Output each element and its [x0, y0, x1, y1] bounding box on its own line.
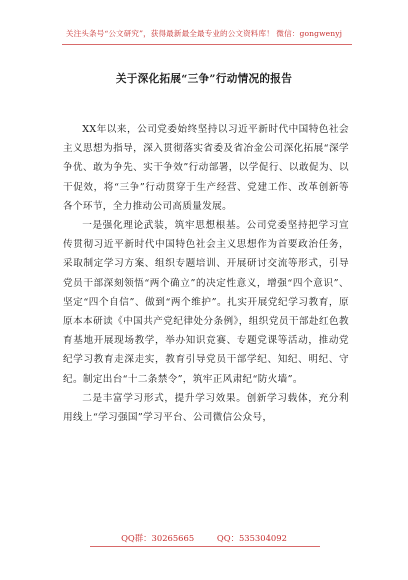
- paragraph-point-two: 二是丰富学习形式，提升学习效果。创新学习载体，充分利用线上“学习强国”学习平台、公司微信公众号，: [63, 392, 349, 424]
- header-divider: [62, 44, 352, 45]
- footer-divider: [90, 546, 320, 547]
- document-title: 关于深化拓展“三争”行动情况的报告: [115, 73, 293, 85]
- footer-qq-group: QQ群：30265665: [121, 533, 195, 543]
- page-header-notice: 关注头条号“公文研究”，获得最新最全最专业的公文资料库！ 微信：gongwenyj: [65, 29, 343, 38]
- document-body: [63, 120, 349, 427]
- footer-qq-contact: QQ：535304092: [216, 533, 287, 543]
- paragraph-point-one: 一是强化理论武装，筑牢思想根基。公司党委坚持把学习宣传贯彻习近平新时代中国特色社会主义思想作为首要政治任务，采取制定学习方案、组织专题培训、开展研讨交流等形式，引导党员干部深刻领悟“两个确立”的决定性意义，增强“四个意识”、坚定“四个自信”、做到“两个维护”。扎实开展党纪学习教育，原原本本研读《中国共产党纪律处分条例》，组织党员干部赴红色教育基地开展现场教学，举办知识竞赛、专题党课等活动，推动党纪学习教育走深走实，教育引导党员干部学纪、知纪、明纪、守纪。制定出台“十二条禁令”，筑牢正风肃纪“防火墙”。: [63, 220, 349, 385]
- paragraph-intro: XX年以来，公司党委始终坚持以习近平新时代中国特色社会主义思想为指导，深入贯彻落实省委及省冶金公司深化拓展“深学争优、敢为争先、实干争效”行动部署，以学促行、以敢促为、以干促效，将“三争”行动贯穿于生产经营、党建工作、改革创新等各个环节，全力推动公司高质量发展。: [63, 124, 349, 212]
- page-footer: [0, 532, 408, 544]
